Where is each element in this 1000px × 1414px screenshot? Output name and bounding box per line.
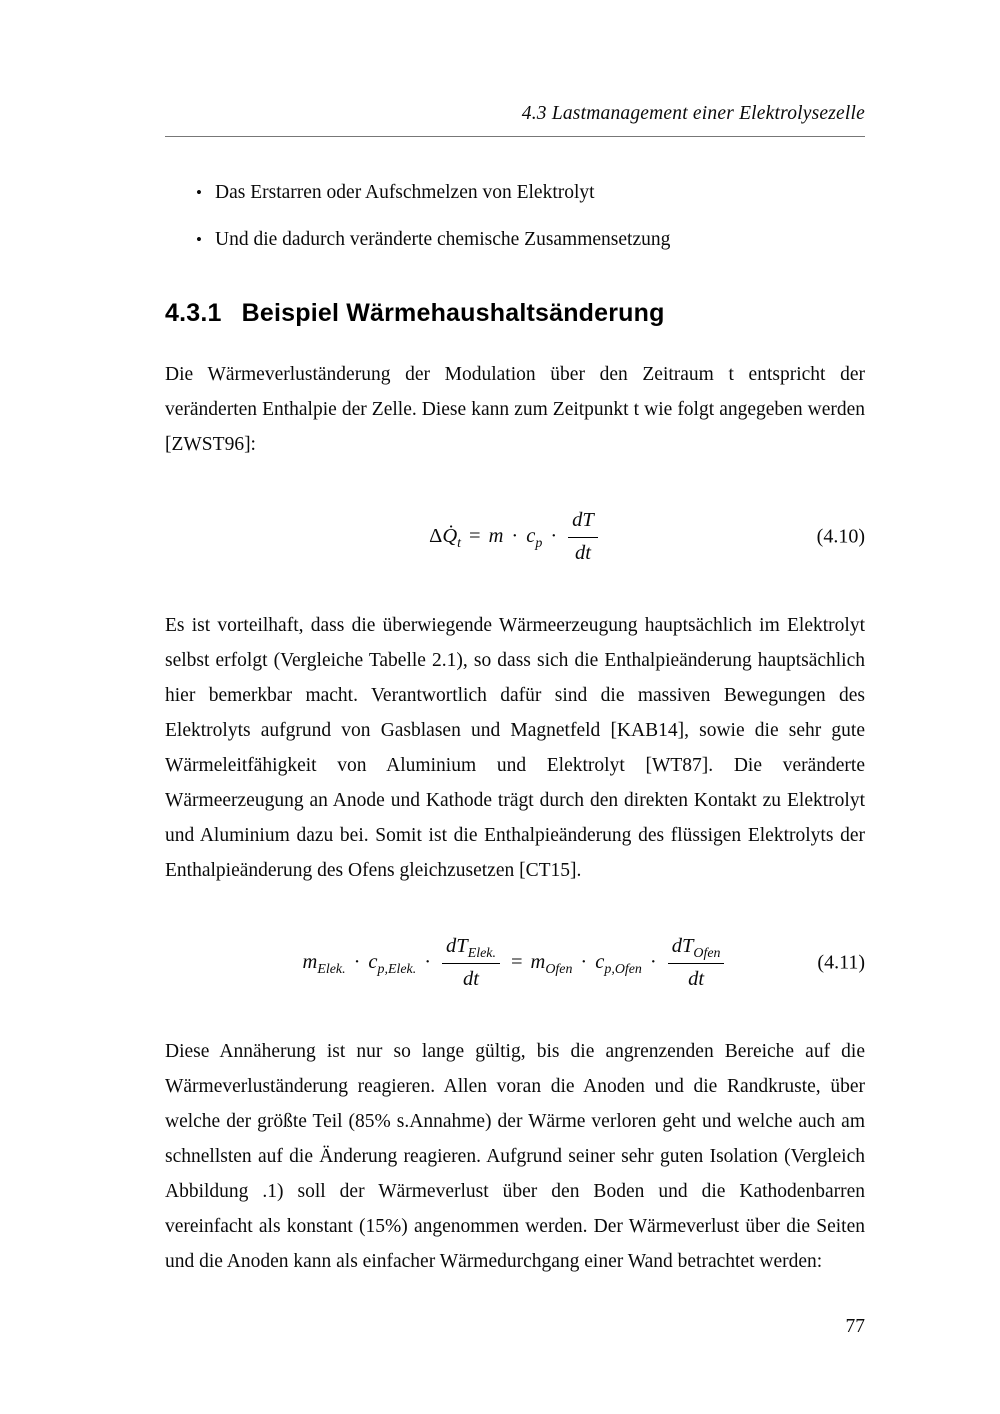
math-sub-elek: Elek. — [317, 961, 346, 977]
math-sub-p-elek: p,Elek. — [377, 961, 417, 977]
fraction-dT-dt — [568, 509, 598, 565]
equation-block-410 — [165, 504, 865, 570]
equation-number: (4.10) — [816, 525, 865, 548]
fraction-numerator-sub: Ofen — [693, 945, 721, 961]
section-heading — [165, 299, 865, 328]
math-cdot: · — [424, 950, 432, 973]
fraction-denominator: dt — [463, 967, 479, 990]
list-item — [165, 226, 865, 253]
math-cdot: · — [511, 524, 519, 547]
running-header-text: 4.3 Lastmanagement einer Elektrolysezelle — [521, 103, 865, 124]
fraction-numerator: dT — [671, 934, 694, 957]
equation-410 — [429, 509, 601, 565]
math-delta: Δ — [429, 524, 443, 547]
math-cdot: · — [649, 950, 657, 973]
fraction-denominator: dt — [575, 541, 591, 564]
fraction-dTofen-dt — [668, 935, 725, 991]
math-sub-p: p — [535, 535, 543, 551]
math-sub-p-ofen: p,Ofen — [604, 961, 642, 977]
section-number: 4.3.1 — [165, 299, 222, 327]
fraction-numerator: dT — [446, 934, 468, 957]
fraction-numerator-sub: Elek. — [467, 945, 496, 961]
header-rule — [165, 136, 865, 137]
math-cdot: · — [550, 524, 558, 547]
list-item — [165, 179, 865, 206]
equation-411 — [303, 935, 728, 991]
math-cdot: · — [353, 950, 361, 973]
math-c-p-ofen: c — [595, 950, 605, 973]
fraction-denominator: dt — [688, 967, 705, 990]
running-header — [165, 103, 865, 137]
math-sub-t: t — [457, 535, 462, 551]
fraction-numerator: dT — [572, 508, 594, 531]
paragraph-3: Diese Annäherung ist nur so lange gültig, bis die angrenzenden Bereiche auf die Wärmeverluständerung reagieren. Allen voran die Anoden und die Randkruste, über welche der größte Teil (85% s.Annahme) der Wärme verloren geht und welche auch am schnellsten auf die Änderung reagieren. Aufgrund seiner sehr guten Isolation (Vergleich Abbildung .1) soll der Wärmeverlust über den Boden und die Kathodenbarren vereinfacht als konstant (15%) angenommen werden. Der Wärmeverlust über die Seiten und die Anoden kann als einfacher Wärmedurchgang einer Wand betrachtet werden: — [165, 1041, 865, 1272]
math-m-ofen: m — [530, 950, 546, 973]
equation-number: (4.11) — [817, 951, 865, 974]
fraction-dTelek-dt — [442, 935, 500, 991]
list-item-text: Das Erstarren oder Aufschmelzen von Elektrolyt — [215, 182, 595, 203]
math-c-p-elek: c — [368, 950, 378, 973]
math-q-dot: Q̇ — [442, 524, 458, 547]
list-item-text: Und die dadurch veränderte chemische Zusammensetzung — [215, 229, 671, 250]
math-cdot: · — [580, 950, 588, 973]
math-equals: = — [469, 524, 481, 547]
math-sub-ofen: Ofen — [545, 961, 573, 977]
math-c: c — [526, 524, 536, 547]
math-m: m — [488, 524, 504, 547]
bullet-icon: • — [196, 230, 202, 249]
bullet-list — [165, 179, 865, 253]
math-m-elek: m — [302, 950, 318, 973]
equation-block-411 — [165, 930, 865, 996]
bullet-icon: • — [196, 183, 202, 202]
section-title: Beispiel Wärmehaushaltsänderung — [241, 299, 665, 327]
page-number: 77 — [845, 1316, 865, 1337]
paragraph-2: Es ist vorteilhaft, dass die überwiegende Wärmeerzeugung hauptsächlich im Elektrolyt selbst erfolgt (Vergleiche Tabelle 2.1), so dass sich die Enthalpieänderung hauptsächlich hier bemerkbar macht. Verantwortlich dafür sind die massiven Bewegungen des Elektrolyts aufgrund von Gasblasen und Magnetfeld [KAB14], sowie die sehr gute Wärmeleitfähigkeit von Aluminium und Elektrolyt [WT87]. Die veränderte Wärmeerzeugung an Anode und Kathode trägt durch den direkten Kontakt zu Elektrolyt und Aluminium dazu bei. Somit ist die Enthalpieänderung des flüssigen Elektrolyts der Enthalpieänderung des Ofens gleichzusetzen [CT15]. — [165, 615, 865, 881]
paragraph-1: Die Wärmeverluständerung der Modulation über den Zeitraum t entspricht der veränderten Enthalpie der Zelle. Diese kann zum Zeitpunkt t wie folgt angegeben werden [ZWST96]: — [165, 364, 865, 455]
math-equals: = — [510, 950, 523, 973]
